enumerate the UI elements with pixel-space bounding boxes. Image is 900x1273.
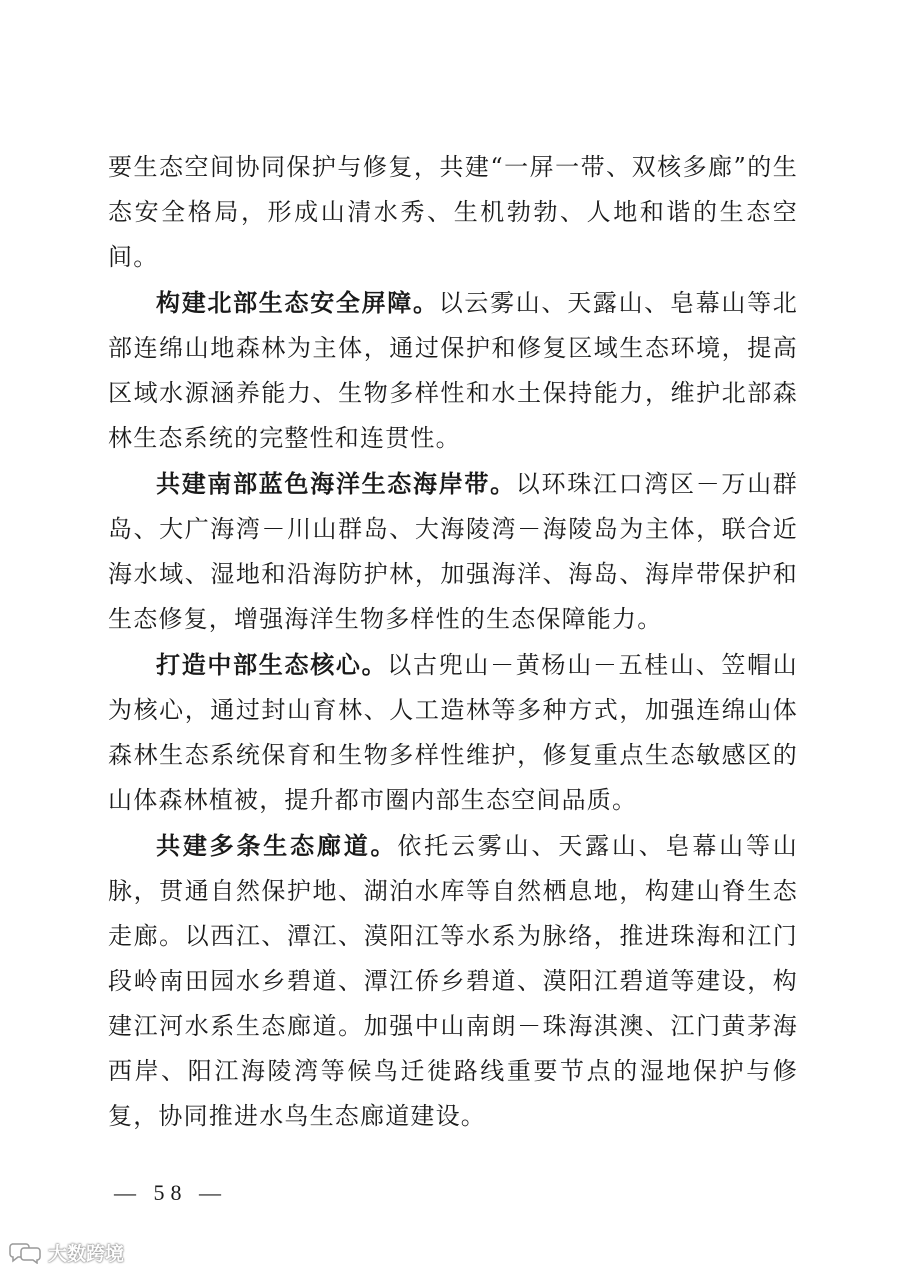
paragraph-text: 要生态空间协同保护与修复，共建“一屏一带、双核多廊”的生态安全格局，形成山清水秀、生机勃勃、人地和谐的生态空间。 <box>108 153 798 271</box>
paragraph-lead: 共建南部蓝色海洋生态海岸带。 <box>156 469 516 498</box>
paragraph-lead: 共建多条生态廊道。 <box>156 831 398 860</box>
paragraph-intro <box>108 144 798 280</box>
paragraph-corridors <box>108 823 798 1139</box>
speech-bubble-logo-icon <box>8 1240 42 1264</box>
paragraph-text: 以云雾山、天露山、皂幕山等北部连绵山地森林为主体，通过保护和修复区域生态环境，提高区域水源涵养能力、生物多样性和水土保持能力，维护北部森林生态系统的完整性和连贯性。 <box>108 289 798 452</box>
paragraph-central-core <box>108 642 798 823</box>
watermark <box>8 1238 124 1266</box>
paragraph-lead: 打造中部生态核心。 <box>156 650 388 679</box>
paragraph-text: 以古兜山－黄杨山－五桂山、笠帽山为核心，通过封山育林、人工造林等多种方式，加强连绵山体森林生态系统保育和生物多样性维护，修复重点生态敏感区的山体森林植被，提升都市圈内部生态空间品质。 <box>108 651 798 814</box>
paragraph-lead: 构建北部生态安全屏障。 <box>156 288 439 317</box>
watermark-text: 大数跨境 <box>48 1242 125 1265</box>
paragraph-text: 以环珠江口湾区－万山群岛、大广海湾－川山群岛、大海陵湾－海陵岛为主体，联合近海水域、湿地和沿海防护林，加强海洋、海岛、海岸带保护和生态修复，增强海洋生物多样性的生态保障能力。 <box>108 470 798 633</box>
paragraph-north-barrier <box>108 280 798 461</box>
document-body <box>108 144 798 1139</box>
page-number: — 58 — <box>114 1180 227 1205</box>
paragraph-text: 依托云雾山、天露山、皂幕山等山脉，贯通自然保护地、湖泊水库等自然栖息地，构建山脊生态走廊。以西江、潭江、漠阳江等水系为脉络，推进珠海和江门段岭南田园水乡碧道、潭江侨乡碧道、漠阳江碧道等建设，构建江河水系生态廊道。加强中山南朗－珠海淇澳、江门黄茅海西岸、阳江海陵湾等候鸟迁徙路线重要节点的湿地保护与修复，协同推进水鸟生态廊道建设。 <box>108 832 798 1130</box>
paragraph-south-coast <box>108 461 798 642</box>
